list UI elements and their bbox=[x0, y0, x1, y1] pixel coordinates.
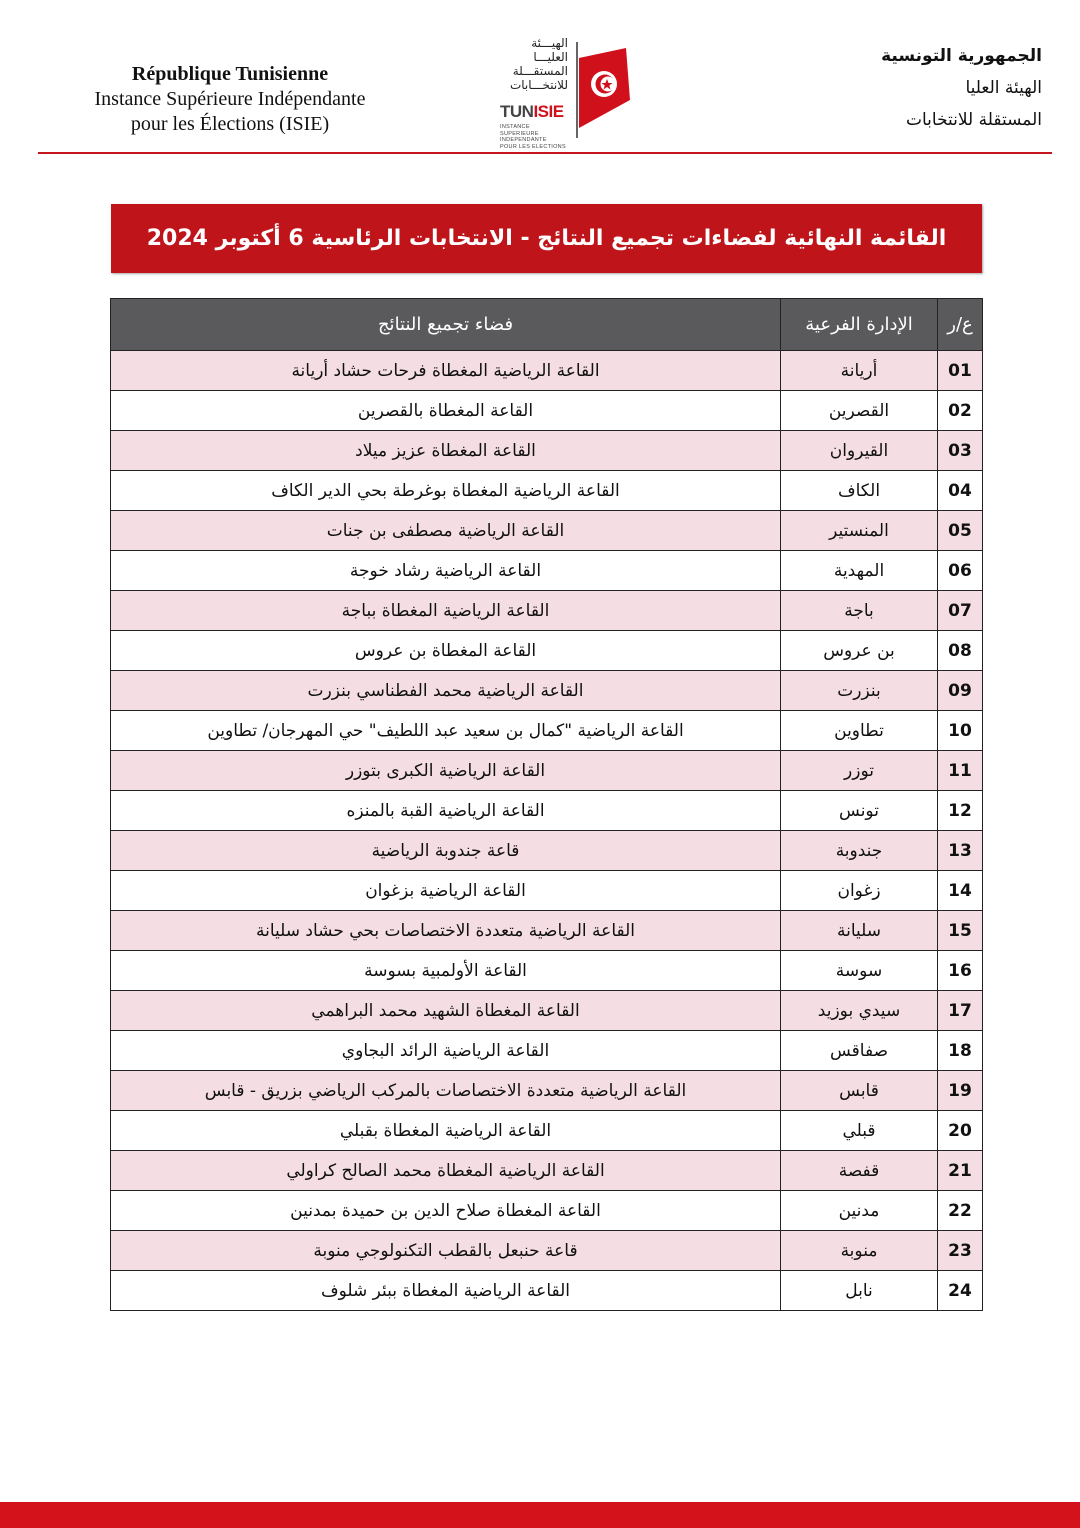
document-title bbox=[111, 204, 982, 273]
row-delegation: أريانة bbox=[781, 351, 938, 391]
header-ar-elections: المستقلة للانتخابات bbox=[905, 110, 1042, 130]
logo-brand bbox=[500, 102, 564, 122]
table-row bbox=[111, 551, 983, 591]
logo-arabic-text bbox=[498, 36, 568, 92]
row-venue: القاعة الرياضية المغطاة ببئر شلوف bbox=[111, 1271, 781, 1311]
row-delegation: زغوان bbox=[781, 871, 938, 911]
row-number: 17 bbox=[938, 991, 983, 1031]
row-number: 20 bbox=[938, 1111, 983, 1151]
row-number: 24 bbox=[938, 1271, 983, 1311]
table-row bbox=[111, 431, 983, 471]
footer-bar bbox=[0, 1502, 1080, 1528]
header-venue: فضاء تجميع النتائج bbox=[111, 299, 781, 351]
row-delegation: توزر bbox=[781, 751, 938, 791]
row-delegation: باجة bbox=[781, 591, 938, 631]
row-venue: القاعة المغطاة بن عروس bbox=[111, 631, 781, 671]
logo-arabic-line: الهيـــئة bbox=[531, 36, 568, 50]
row-delegation: نابل bbox=[781, 1271, 938, 1311]
row-delegation: تطاوين bbox=[781, 711, 938, 751]
row-venue: القاعة الرياضية متعددة الاختصاصات بالمركب الرياضي بزريق - قابس bbox=[111, 1071, 781, 1111]
row-venue: القاعة الرياضية المغطاة بباجة bbox=[111, 591, 781, 631]
row-venue: قاعة حنبعل بالقطب التكنولوجي منوبة bbox=[111, 1231, 781, 1271]
row-venue: القاعة الرياضية بزغوان bbox=[111, 871, 781, 911]
row-number: 15 bbox=[938, 911, 983, 951]
row-venue: القاعة الرياضية المغطاة بقبلي bbox=[111, 1111, 781, 1151]
tunisia-flag-icon bbox=[574, 42, 632, 138]
table-row bbox=[111, 751, 983, 791]
row-venue: القاعة المغطاة الشهيد محمد البراهمي bbox=[111, 991, 781, 1031]
row-number: 12 bbox=[938, 791, 983, 831]
header-num: ع/ر bbox=[938, 299, 983, 351]
table-row bbox=[111, 471, 983, 511]
table-row bbox=[111, 711, 983, 751]
logo-arabic-line: المستقـــلة bbox=[512, 64, 568, 78]
table-row bbox=[111, 1271, 983, 1311]
row-delegation: قبلي bbox=[781, 1111, 938, 1151]
header-ar-republic: الجمهورية التونسية bbox=[881, 46, 1042, 66]
row-number: 10 bbox=[938, 711, 983, 751]
table-row bbox=[111, 591, 983, 631]
logo-tiny-line: INSTANCE SUPERIEURE bbox=[500, 124, 539, 137]
header-french bbox=[60, 62, 400, 137]
row-venue: القاعة الرياضية مصطفى بن جنات bbox=[111, 511, 781, 551]
row-number: 06 bbox=[938, 551, 983, 591]
table-row bbox=[111, 1071, 983, 1111]
row-number: 16 bbox=[938, 951, 983, 991]
table-row bbox=[111, 1191, 983, 1231]
row-venue: القاعة الرياضية المغطاة بوغرطة بحي الدير الكاف bbox=[111, 471, 781, 511]
header-fr-instance: Instance Supérieure Indépendante bbox=[94, 88, 366, 110]
table-row bbox=[111, 951, 983, 991]
row-delegation: منوبة bbox=[781, 1231, 938, 1271]
row-venue: القاعة المغطاة بالقصرين bbox=[111, 391, 781, 431]
header-delegation: الإدارة الفرعية bbox=[781, 299, 938, 351]
header-divider bbox=[38, 152, 1052, 154]
table-row bbox=[111, 831, 983, 871]
row-delegation: سيدي بوزيد bbox=[781, 991, 938, 1031]
row-number: 09 bbox=[938, 671, 983, 711]
table-row bbox=[111, 791, 983, 831]
table-row bbox=[111, 671, 983, 711]
row-venue: القاعة الرياضية الكبرى بتوزر bbox=[111, 751, 781, 791]
table-row bbox=[111, 1151, 983, 1191]
row-delegation: بنزرت bbox=[781, 671, 938, 711]
row-venue: قاعة جندوبة الرياضية bbox=[111, 831, 781, 871]
table-row bbox=[111, 631, 983, 671]
logo-arabic-line: للانتخـــابات bbox=[509, 78, 568, 92]
row-delegation: قابس bbox=[781, 1071, 938, 1111]
row-delegation: القصرين bbox=[781, 391, 938, 431]
row-number: 04 bbox=[938, 471, 983, 511]
logo-tiny-line: INDEPENDANTE bbox=[500, 137, 547, 143]
header-fr-republic: République Tunisienne bbox=[131, 63, 329, 85]
row-delegation: قفصة bbox=[781, 1151, 938, 1191]
row-number: 03 bbox=[938, 431, 983, 471]
document-title-text: القائمة النهائية لفضاءات تجميع النتائج - الانتخابات الرئاسية 6 أكتوبر 2024 bbox=[146, 226, 947, 251]
header-fr-elections: pour les Élections (ISIE) bbox=[130, 113, 330, 135]
table-row bbox=[111, 1231, 983, 1271]
row-venue: القاعة الرياضية رشاد خوجة bbox=[111, 551, 781, 591]
row-number: 05 bbox=[938, 511, 983, 551]
row-number: 01 bbox=[938, 351, 983, 391]
logo-brand-prefix: TUN bbox=[500, 102, 534, 121]
table-header-row bbox=[111, 299, 983, 351]
row-venue: القاعة الرياضية الرائد البجاوي bbox=[111, 1031, 781, 1071]
row-venue: القاعة الرياضية متعددة الاختصاصات بحي حشاد سليانة bbox=[111, 911, 781, 951]
row-delegation: الكاف bbox=[781, 471, 938, 511]
row-delegation: مدنين bbox=[781, 1191, 938, 1231]
row-venue: القاعة الرياضية المغطاة محمد الصالح كراولي bbox=[111, 1151, 781, 1191]
row-venue: القاعة المغطاة عزيز ميلاد bbox=[111, 431, 781, 471]
table-row bbox=[111, 511, 983, 551]
row-delegation: تونس bbox=[781, 791, 938, 831]
row-number: 19 bbox=[938, 1071, 983, 1111]
header-arabic bbox=[782, 40, 1042, 136]
row-venue: القاعة المغطاة صلاح الدين بن حميدة بمدنين bbox=[111, 1191, 781, 1231]
row-delegation: بن عروس bbox=[781, 631, 938, 671]
row-venue: القاعة الأولمبية بسوسة bbox=[111, 951, 781, 991]
table-row bbox=[111, 351, 983, 391]
row-delegation: القيروان bbox=[781, 431, 938, 471]
table-row bbox=[111, 911, 983, 951]
table-row bbox=[111, 871, 983, 911]
header-ar-instance: الهيئة العليا bbox=[965, 78, 1042, 98]
logo-tiny-text bbox=[500, 124, 570, 150]
row-delegation: جندوبة bbox=[781, 831, 938, 871]
logo-arabic-line: العليـــا bbox=[533, 50, 568, 64]
row-delegation: المهدية bbox=[781, 551, 938, 591]
row-delegation: صفاقس bbox=[781, 1031, 938, 1071]
row-delegation: سوسة bbox=[781, 951, 938, 991]
table-row bbox=[111, 391, 983, 431]
row-number: 22 bbox=[938, 1191, 983, 1231]
row-number: 14 bbox=[938, 871, 983, 911]
row-venue: القاعة الرياضية المغطاة فرحات حشاد أريانة bbox=[111, 351, 781, 391]
table-row bbox=[111, 1111, 983, 1151]
row-venue: القاعة الرياضية القبة بالمنزه bbox=[111, 791, 781, 831]
row-number: 21 bbox=[938, 1151, 983, 1191]
row-delegation: سليانة bbox=[781, 911, 938, 951]
isie-logo bbox=[498, 36, 638, 148]
table-row bbox=[111, 991, 983, 1031]
table-row bbox=[111, 1031, 983, 1071]
row-number: 18 bbox=[938, 1031, 983, 1071]
row-number: 11 bbox=[938, 751, 983, 791]
results-table bbox=[110, 298, 983, 1311]
row-delegation: المنستير bbox=[781, 511, 938, 551]
table-body bbox=[111, 351, 983, 1311]
row-number: 02 bbox=[938, 391, 983, 431]
row-venue: القاعة الرياضية محمد الفطناسي بنزرت bbox=[111, 671, 781, 711]
row-venue: القاعة الرياضية "كمال بن سعيد عبد اللطيف" حي المهرجان/ تطاوين bbox=[111, 711, 781, 751]
logo-tiny-line: POUR LES ELECTIONS bbox=[500, 143, 566, 150]
row-number: 07 bbox=[938, 591, 983, 631]
row-number: 08 bbox=[938, 631, 983, 671]
row-number: 13 bbox=[938, 831, 983, 871]
row-number: 23 bbox=[938, 1231, 983, 1271]
logo-brand-suffix: ISIE bbox=[533, 102, 564, 121]
